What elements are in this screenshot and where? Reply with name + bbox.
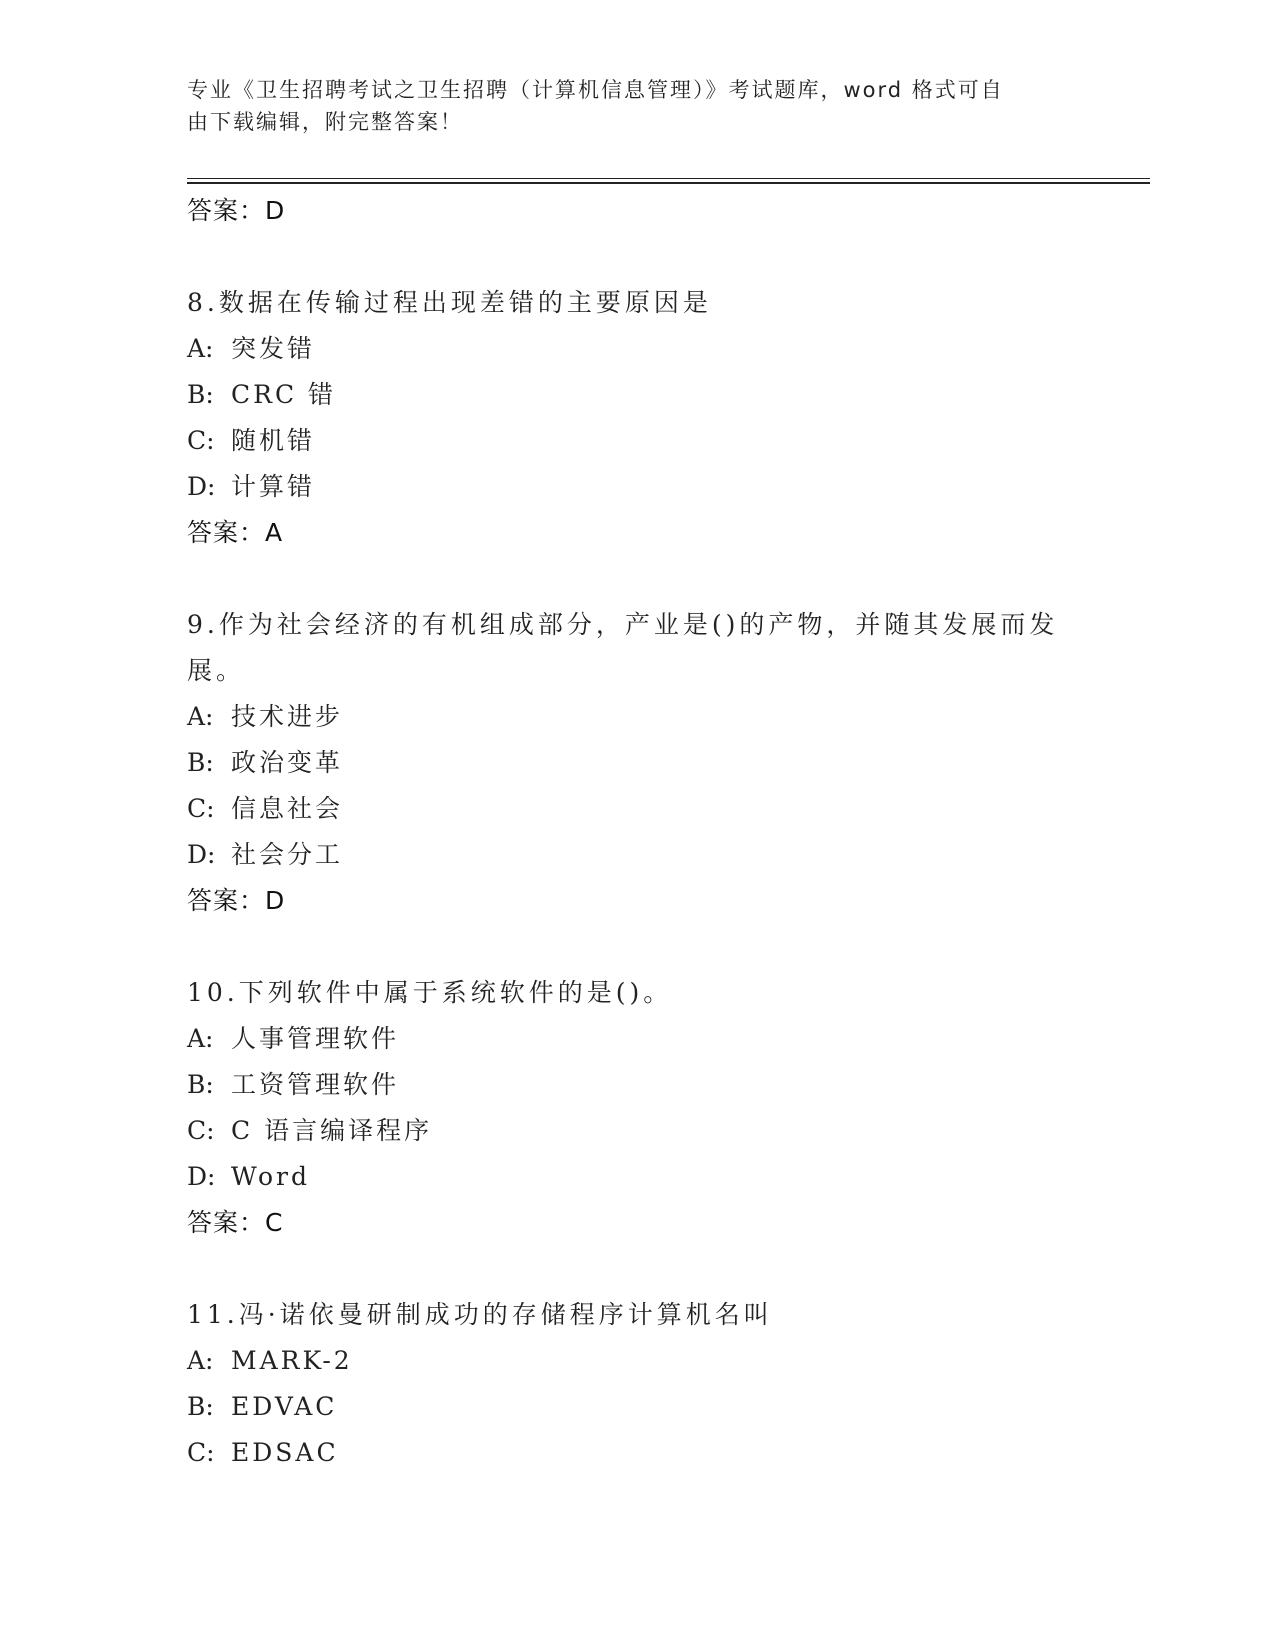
option-d [187, 832, 1067, 878]
option-text: 政治变革 [231, 748, 344, 777]
option-d [187, 464, 1067, 510]
question-text: 8.数据在传输过程出现差错的主要原因是 [187, 288, 712, 317]
option-d [187, 1154, 1067, 1200]
option-text: 信息社会 [231, 794, 344, 823]
option-label: D: [187, 472, 216, 501]
option-label: A: [187, 1024, 214, 1053]
option-text: 突发错 [231, 334, 316, 363]
option-text: CRC 错 [231, 380, 337, 409]
option-b [187, 1062, 1067, 1108]
question-text: 9.作为社会经济的有机组成部分，产业是()的产物，并随其发展而发展。 [187, 610, 1059, 685]
option-c [187, 418, 1067, 464]
answer-line: 答案：D [187, 886, 286, 915]
option-label: D: [187, 840, 216, 869]
answer-line: 答案：C [187, 1208, 284, 1237]
option-text: EDSAC [231, 1438, 339, 1467]
question-text: 11.冯·诺依曼研制成功的存储程序计算机名叫 [187, 1300, 773, 1329]
option-label: B: [187, 1392, 214, 1421]
option-text: MARK-2 [231, 1346, 353, 1375]
question-block [187, 970, 1067, 1246]
document-header [187, 74, 1067, 138]
option-label: B: [187, 748, 214, 777]
option-text: 计算错 [231, 472, 316, 501]
option-label: B: [187, 1070, 214, 1099]
option-a [187, 1338, 1067, 1384]
spacer [187, 234, 1067, 280]
option-a [187, 694, 1067, 740]
option-label: A: [187, 702, 214, 731]
option-c [187, 786, 1067, 832]
option-text: Word [231, 1162, 311, 1191]
header-line-2: 由下载编辑，附完整答案！ [187, 110, 463, 134]
option-text: 随机错 [231, 426, 316, 455]
question-block [187, 280, 1067, 556]
header-rule-thick [187, 182, 1150, 184]
option-a [187, 1016, 1067, 1062]
option-label: A: [187, 334, 214, 363]
option-text: 社会分工 [231, 840, 344, 869]
option-label: C: [187, 1438, 215, 1467]
option-c [187, 1108, 1067, 1154]
option-label: C: [187, 794, 215, 823]
option-a [187, 326, 1067, 372]
option-label: C: [187, 426, 215, 455]
question-text: 10.下列软件中属于系统软件的是()。 [187, 978, 673, 1007]
header-line-1: 专业《卫生招聘考试之卫生招聘（计算机信息管理）》考试题库，word 格式可自 [187, 78, 1004, 102]
option-text: EDVAC [231, 1392, 338, 1421]
option-label: A: [187, 1346, 214, 1375]
option-text: 工资管理软件 [231, 1070, 400, 1099]
question-block [187, 1292, 1067, 1476]
option-label: C: [187, 1116, 215, 1145]
previous-answer: 答案：D [187, 196, 286, 225]
option-label: D: [187, 1162, 216, 1191]
option-label: B: [187, 380, 214, 409]
answer-line: 答案：A [187, 518, 284, 547]
option-text: 技术进步 [231, 702, 344, 731]
option-text: 人事管理软件 [231, 1024, 400, 1053]
spacer [187, 924, 1067, 970]
option-text: C 语言编译程序 [231, 1116, 433, 1145]
option-b [187, 740, 1067, 786]
option-b [187, 1384, 1067, 1430]
header-rule-thin [187, 178, 1150, 179]
question-list [187, 188, 1067, 1476]
option-b [187, 372, 1067, 418]
spacer [187, 556, 1067, 602]
spacer [187, 1246, 1067, 1292]
option-c [187, 1430, 1067, 1476]
question-block [187, 602, 1067, 924]
